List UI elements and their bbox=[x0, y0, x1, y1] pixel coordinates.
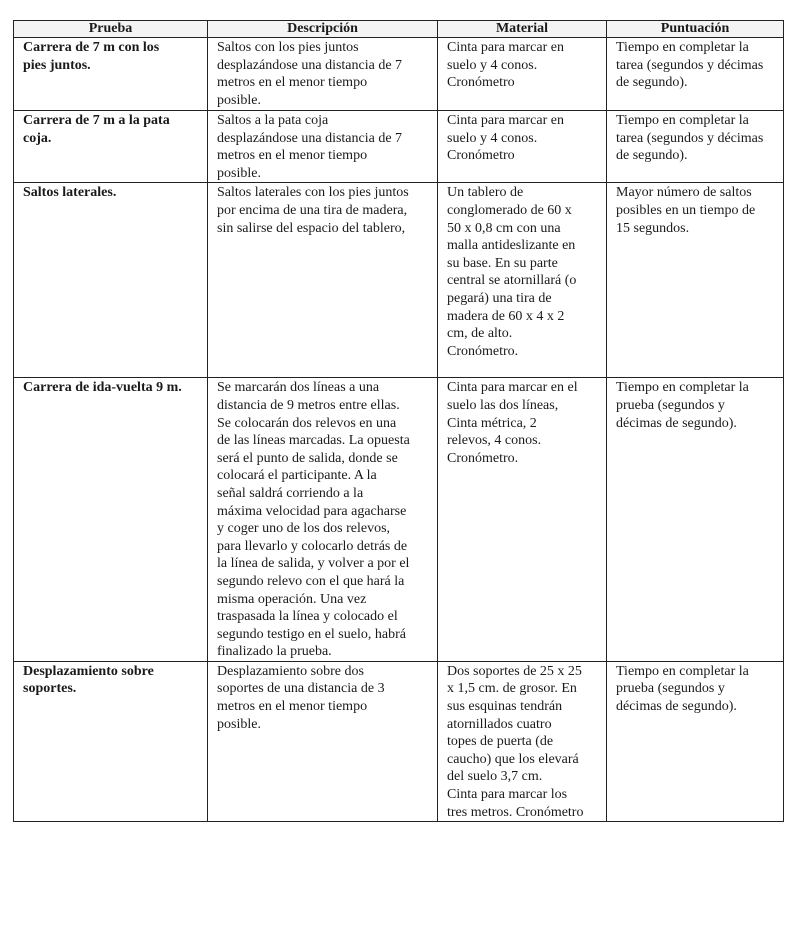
table-row bbox=[14, 38, 784, 111]
pruebas-table bbox=[13, 20, 784, 822]
cell-descripcion: Desplazamiento sobre dos soportes de una distancia de 3 metros en el menor tiempo posible. bbox=[208, 661, 438, 821]
cell-prueba: Carrera de ida-vuelta 9 m. bbox=[14, 378, 208, 662]
header-row bbox=[14, 21, 784, 38]
cell-material: Cinta para marcar en suelo y 4 conos. Cronómetro bbox=[438, 111, 607, 183]
cell-puntuacion: Tiempo en completar la tarea (segundos y décimas de segundo). bbox=[607, 38, 784, 111]
header-descripcion: Descripción bbox=[208, 21, 438, 38]
cell-descripcion: Se marcarán dos líneas a una distancia de 9 metros entre ellas. Se colocarán dos relevos en una de las líneas marcadas. La opuesta será el punto de salida, donde se colocará el participante. A la señal saldrá corriendo a la máxima velocidad para agacharse y coger uno de los dos relevos, para llevarlo y colocarlo detrás de la línea de salida, y volver a por el segundo relevo con el que hará la misma operación. Una vez traspasada la línea y colocado el segundo testigo en el suelo, habrá finalizado la prueba. bbox=[208, 378, 438, 662]
cell-material: Cinta para marcar en suelo y 4 conos. Cronómetro bbox=[438, 38, 607, 111]
cell-puntuacion: Mayor número de saltos posibles en un tiempo de 15 segundos. bbox=[607, 183, 784, 378]
cell-descripcion: Saltos con los pies juntos desplazándose una distancia de 7 metros en el menor tiempo posible. bbox=[208, 38, 438, 111]
cell-puntuacion: Tiempo en completar la tarea (segundos y décimas de segundo). bbox=[607, 111, 784, 183]
table-row bbox=[14, 111, 784, 183]
table-row bbox=[14, 661, 784, 821]
header-puntuacion: Puntuación bbox=[607, 21, 784, 38]
cell-prueba: Carrera de 7 m a la pata coja. bbox=[14, 111, 208, 183]
cell-prueba: Carrera de 7 m con los pies juntos. bbox=[14, 38, 208, 111]
cell-puntuacion: Tiempo en completar la prueba (segundos y décimas de segundo). bbox=[607, 661, 784, 821]
cell-material: Cinta para marcar en el suelo las dos líneas, Cinta métrica, 2 relevos, 4 conos. Cronómetro. bbox=[438, 378, 607, 662]
cell-descripcion: Saltos laterales con los pies juntos por encima de una tira de madera, sin salirse del espacio del tablero, bbox=[208, 183, 438, 378]
cell-descripcion: Saltos a la pata coja desplazándose una distancia de 7 metros en el menor tiempo posible. bbox=[208, 111, 438, 183]
cell-puntuacion: Tiempo en completar la prueba (segundos y décimas de segundo). bbox=[607, 378, 784, 662]
cell-material: Un tablero de conglomerado de 60 x 50 x 0,8 cm con una malla antideslizante en su base. En su parte central se atornillará (o pegará) una tira de madera de 60 x 4 x 2 cm, de alto. Cronómetro. bbox=[438, 183, 607, 378]
header-material: Material bbox=[438, 21, 607, 38]
cell-material: Dos soportes de 25 x 25 x 1,5 cm. de grosor. En sus esquinas tendrán atornillados cuatro topes de puerta (de caucho) que los elevará del suelo 3,7 cm. Cinta para marcar los tres metros. Cronómetro bbox=[438, 661, 607, 821]
table-row bbox=[14, 183, 784, 378]
header-prueba: Prueba bbox=[14, 21, 208, 38]
cell-prueba: Desplazamiento sobre soportes. bbox=[14, 661, 208, 821]
table-row bbox=[14, 378, 784, 662]
cell-prueba: Saltos laterales. bbox=[14, 183, 208, 378]
